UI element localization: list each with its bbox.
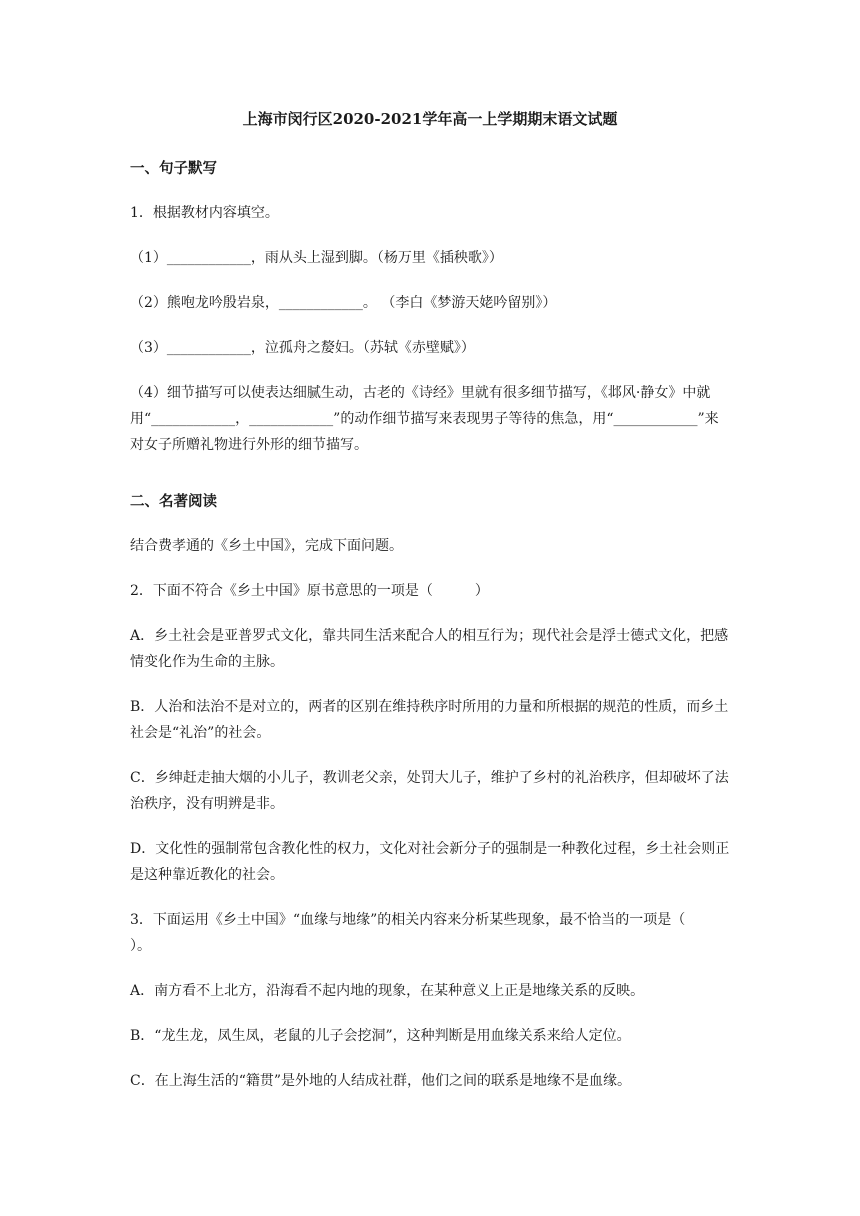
reading-intro: 结合费孝通的《乡土中国》，完成下面问题。 — [130, 538, 403, 554]
section-heading-dictation: 一、句子默写 — [130, 160, 217, 177]
question-2-stem: 2．下面不符合《乡土中国》原书意思的一项是（ ） — [130, 583, 489, 599]
section-heading-reading: 二、名著阅读 — [130, 493, 217, 510]
question-2-option-c: C．乡绅赶走抽大烟的小儿子，教训老父亲，处罚大儿子，维护了乡村的礼治秩序，但却破坏了法治秩序，没有明辨是非。 — [130, 770, 729, 812]
question-3-stem: 3．下面运用《乡土中国》“血缘与地缘”的相关内容来分析某些现象，最不恰当的一项是（ ）。 — [130, 912, 728, 954]
question-1-stem: 1．根据教材内容填空。 — [130, 205, 279, 221]
page-title: 上海市闵行区2020-2021学年高一上学期期末语文试题 — [242, 110, 618, 128]
question-3-option-a: A．南方看不上北方，沿海看不起内地的现象，在某种意义上正是地缘关系的反映。 — [130, 983, 645, 999]
question-3-option-c: C．在上海生活的“籍贯”是外地的人结成社群，他们之间的联系是地缘不是血缘。 — [130, 1073, 632, 1089]
question-1-item-1: （1）____________，雨从头上湿到脚。（杨万里《插秧歌》） — [130, 250, 503, 266]
question-3-option-b: B．“龙生龙，凤生凤，老鼠的儿子会挖洞”，这种判断是用血缘关系来给人定位。 — [130, 1028, 631, 1044]
question-2-option-d: D．文化性的强制常包含教化性的权力，文化对社会新分子的强制是一种教化过程，乡土社会则正是这种靠近教化的社会。 — [130, 841, 730, 883]
question-1-item-3: （3）____________，泣孤舟之嫠妇。（苏轼《赤壁赋》） — [130, 340, 475, 356]
question-2-option-a: A．乡土社会是亚普罗式文化，靠共同生活来配合人的相互行为；现代社会是浮士德式文化，把感情变化作为生命的主脉。 — [130, 628, 729, 670]
question-1-item-4: （4）细节描写可以使表达细腻生动，古老的《诗经》里就有很多细节描写，《邶风·静女》中就用“____________，____________”的动作细节描写来表现男子等待的焦急，用“____________”来对女子所赠礼物进行外形的细节描写。 — [130, 385, 719, 453]
question-1-item-2: （2）熊咆龙吟殷岩泉，____________。 （李白《梦游天姥吟留别》） — [130, 295, 557, 311]
question-2-option-b: B．人治和法治不是对立的，两者的区别在维持秩序时所用的力量和所根据的规范的性质，而乡土社会是“礼治”的社会。 — [130, 699, 729, 741]
